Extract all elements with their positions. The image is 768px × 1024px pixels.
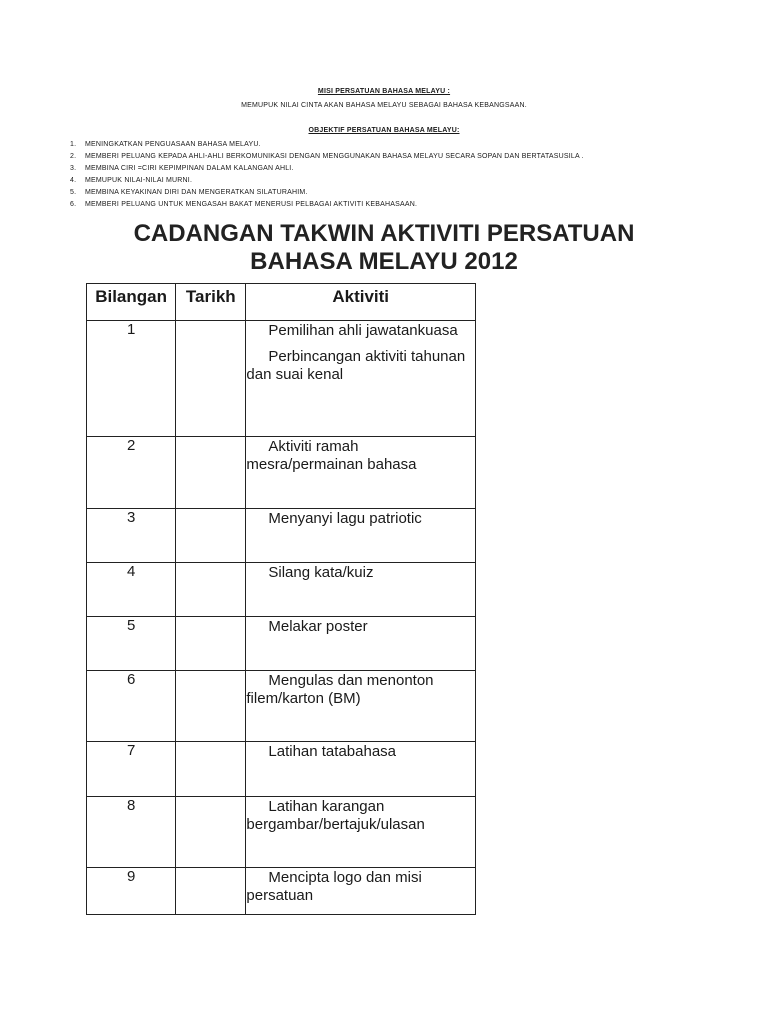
aktiviti-text: Latihan tatabahasa: [268, 743, 397, 760]
page-title: [0, 220, 768, 276]
aktiviti-text: Mencipta logo dan misi persatuan: [246, 869, 422, 904]
cell-bilangan: 8: [87, 797, 176, 868]
objektif-item: [70, 187, 710, 199]
aktiviti-text: Silang kata/kuiz: [268, 564, 374, 581]
page-title-line-1: CADANGAN TAKWIN AKTIVITI PERSATUAN: [133, 220, 635, 247]
cell-bilangan: 1: [87, 321, 176, 437]
objektif-item-number: 6.: [70, 201, 77, 208]
objektif-item-number: 5.: [70, 189, 77, 196]
table-row: [87, 742, 476, 797]
cell-tarikh: [176, 797, 246, 868]
cell-aktiviti: [246, 437, 476, 509]
misi-heading: MISI PERSATUAN BAHASA MELAYU :: [317, 88, 451, 95]
cell-tarikh: [176, 671, 246, 742]
table-row: [87, 671, 476, 742]
objektif-list: [70, 139, 710, 211]
table-row: [87, 797, 476, 868]
cell-aktiviti: [246, 742, 476, 797]
header-aktiviti: Aktiviti: [246, 284, 476, 321]
aktiviti-text: Pemilihan ahli jawatankuasa: [268, 322, 458, 339]
aktiviti-text: Mengulas dan menonton filem/karton (BM): [246, 672, 434, 707]
header-bilangan: Bilangan: [87, 284, 176, 321]
objektif-item-text: MEMBINA CIRI =CIRI KEPIMPINAN DALAM KALANGAN AHLI.: [85, 165, 294, 172]
table-row: [87, 437, 476, 509]
misi-text: MEMUPUK NILAI CINTA AKAN BAHASA MELAYU SEBAGAI BAHASA KEBANGSAAN.: [241, 102, 527, 109]
objektif-item: [70, 151, 710, 163]
objektif-item-text: MENINGKATKAN PENGUASAAN BAHASA MELAYU.: [85, 141, 261, 148]
cell-tarikh: [176, 617, 246, 671]
objektif-item-text: MEMBERI PELUANG KEPADA AHLI-AHLI BERKOMUNIKASI DENGAN MENGGUNAKAN BAHASA MELAYU SECARA SOPAN DAN BERTATASUSILA .: [85, 153, 584, 160]
aktiviti-text: Melakar poster: [268, 618, 368, 635]
objektif-item-text: MEMBERI PELUANG UNTUK MENGASAH BAKAT MENERUSI PELBAGAI AKTIVITI KEBAHASAAN.: [85, 201, 418, 208]
objektif-item-number: 1.: [70, 141, 77, 148]
table-row: [87, 509, 476, 563]
cell-aktiviti: [246, 617, 476, 671]
cell-tarikh: [176, 437, 246, 509]
cell-bilangan: 4: [87, 563, 176, 617]
objektif-item-number: 3.: [70, 165, 77, 172]
objektif-item: [70, 163, 710, 175]
objektif-heading: OBJEKTIF PERSATUAN BAHASA MELAYU:: [308, 127, 460, 134]
cell-bilangan: 7: [87, 742, 176, 797]
objektif-item-text: MEMBINA KEYAKINAN DIRI DAN MENGERATKAN SILATURAHIM.: [85, 189, 308, 196]
page-title-line-2: BAHASA MELAYU 2012: [250, 248, 518, 275]
cell-aktiviti: [246, 509, 476, 563]
cell-tarikh: [176, 321, 246, 437]
aktiviti-text: Latihan karangan bergambar/bertajuk/ulasan: [246, 798, 425, 833]
cell-aktiviti: [246, 671, 476, 742]
table-header-row: [87, 284, 476, 321]
cell-aktiviti: [246, 321, 476, 437]
objektif-item-number: 4.: [70, 177, 77, 184]
cell-bilangan: 3: [87, 509, 176, 563]
cell-aktiviti: [246, 797, 476, 868]
table-row: [87, 563, 476, 617]
cell-tarikh: [176, 742, 246, 797]
cell-tarikh: [176, 563, 246, 617]
table-row: [87, 321, 476, 437]
objektif-item: [70, 139, 710, 151]
objektif-item-text: MEMUPUK NILAI-NILAI MURNI.: [85, 177, 193, 184]
cell-tarikh: [176, 509, 246, 563]
takwin-table-body: [87, 321, 476, 915]
cell-aktiviti: [246, 868, 476, 915]
cell-tarikh: [176, 868, 246, 915]
table-row: [87, 868, 476, 915]
aktiviti-text: Menyanyi lagu patriotic: [268, 510, 422, 527]
header-tarikh: Tarikh: [176, 284, 246, 321]
cell-bilangan: 5: [87, 617, 176, 671]
takwin-table: [86, 283, 476, 915]
aktiviti-text: Aktiviti ramah mesra/permainan bahasa: [246, 438, 417, 473]
objektif-item-number: 2.: [70, 153, 77, 160]
objektif-item: [70, 175, 710, 187]
cell-bilangan: 2: [87, 437, 176, 509]
cell-bilangan: 6: [87, 671, 176, 742]
objektif-item: [70, 199, 710, 211]
table-row: [87, 617, 476, 671]
cell-aktiviti: [246, 563, 476, 617]
aktiviti-text: Perbincangan aktiviti tahunan dan suai kenal: [246, 348, 466, 383]
cell-bilangan: 9: [87, 868, 176, 915]
